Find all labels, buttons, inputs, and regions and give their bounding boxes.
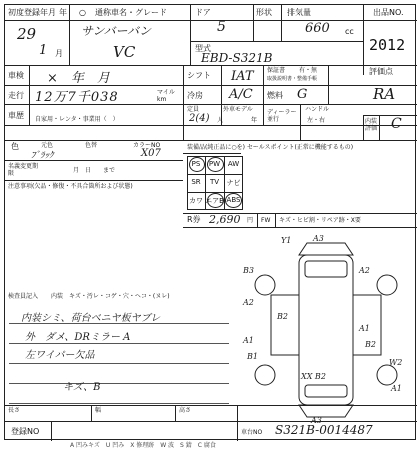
- equip-navi: ナビ: [226, 179, 241, 187]
- equip-ps: PS: [191, 160, 201, 168]
- chassis-no: S321B-0014487: [275, 423, 373, 437]
- rear-window: [305, 385, 347, 397]
- rule: [91, 405, 92, 421]
- rule: [253, 5, 254, 41]
- fuel: G: [297, 87, 308, 102]
- note-line-4: キズ、B: [63, 382, 101, 393]
- equip-airbag: エアB: [205, 197, 224, 205]
- rule: [51, 421, 52, 441]
- rule: [183, 153, 241, 154]
- color-value: ﾌﾞﾗｯｸ: [31, 151, 54, 161]
- rule: [328, 65, 329, 104]
- rule: [363, 115, 364, 141]
- rule: [5, 180, 183, 181]
- equip-pw: PW: [208, 160, 221, 168]
- score-label: 評価点: [369, 67, 393, 76]
- rule: [363, 5, 364, 75]
- mark: A3: [313, 235, 324, 243]
- rule: [257, 213, 258, 227]
- rule: [281, 5, 282, 41]
- equip-leather: カワ: [189, 197, 203, 205]
- mark: A3: [311, 416, 322, 425]
- inspection-label: 車検: [8, 71, 24, 80]
- rear-bumper: [299, 405, 353, 417]
- rule: [363, 115, 417, 116]
- year-unit: 年: [59, 8, 67, 17]
- interior-score: C: [391, 116, 402, 132]
- name-change-units: 月 日 まで: [73, 167, 116, 174]
- rule: [379, 115, 380, 141]
- recycle-label: R券: [187, 215, 201, 224]
- height-label: 高さ: [179, 407, 192, 414]
- equip-circle: [189, 157, 205, 172]
- mark: A1: [359, 324, 370, 333]
- rule: [5, 140, 417, 141]
- doors: 5: [217, 19, 226, 35]
- mark: A2: [243, 298, 254, 307]
- mileage-value: 12万7千038: [35, 90, 119, 105]
- history-label: 車歴: [8, 111, 24, 120]
- first-reg-month: 1: [39, 43, 48, 58]
- auction-sheet: [4, 4, 416, 440]
- rule: [237, 405, 238, 441]
- listing-no: 2012: [369, 36, 406, 54]
- front-bumper: [299, 243, 353, 255]
- model-label: 型式: [195, 44, 211, 53]
- first-reg-year: 29: [17, 25, 37, 43]
- capacity-unit: 人: [217, 117, 224, 124]
- month-unit: 月: [55, 49, 63, 58]
- rule: [190, 5, 191, 65]
- aircon: A/C: [229, 87, 253, 102]
- color-no-label: カラーNO: [133, 142, 161, 149]
- mileage-unit: マイル km: [157, 89, 175, 103]
- rule: [175, 405, 176, 421]
- first-reg-label: 初度登録年月: [8, 8, 56, 17]
- car-damage-diagram: [241, 235, 413, 425]
- rule: [5, 20, 417, 21]
- color-no: X07: [141, 148, 161, 159]
- rule: [183, 227, 417, 228]
- warranty-label: 保証書: [267, 67, 286, 74]
- rule: [9, 363, 229, 364]
- color-change-label: 色替: [85, 142, 98, 149]
- rule: [300, 104, 301, 140]
- rule: [5, 125, 417, 126]
- rule: [183, 65, 184, 140]
- rule: [221, 65, 222, 125]
- length-label: 長さ: [8, 407, 21, 414]
- warranty-value: 有・無: [299, 67, 318, 74]
- shape-label: 形状: [256, 8, 272, 17]
- cc-unit: cc: [345, 27, 354, 36]
- wheel-fr: [377, 275, 397, 295]
- mark: A2: [359, 266, 370, 275]
- shift: IAT: [231, 69, 254, 84]
- rule: [69, 5, 70, 65]
- registration-label: 登録NO: [11, 427, 40, 436]
- mark: W2: [389, 358, 403, 367]
- name-change-label: 名義変更期限: [8, 163, 39, 177]
- handle-label: ハンドル: [305, 106, 330, 113]
- car-name: サンバーバン: [81, 24, 151, 38]
- recycle-value: 2,690: [209, 213, 241, 226]
- wheel-rl: [255, 365, 275, 385]
- rule: [29, 65, 30, 125]
- equip-circle: [225, 193, 242, 208]
- rule: [275, 213, 276, 227]
- mark: B2: [277, 312, 288, 321]
- mark: XX B2: [301, 372, 326, 381]
- grade: VC: [113, 43, 136, 61]
- capacity-label: 定員: [187, 106, 200, 113]
- rule: [187, 174, 243, 175]
- rule: [9, 343, 229, 344]
- rule: [9, 383, 229, 384]
- note-line-1: 内装シミ、荷台ベニヤ板ヤブレ: [21, 313, 161, 324]
- wheel-fl: [255, 275, 275, 295]
- model: EBD-S321B: [201, 51, 273, 65]
- equip-circle: [207, 193, 224, 208]
- door-label: ドア: [195, 8, 211, 17]
- score: RA: [373, 85, 396, 103]
- listing-label: 出品NO.: [373, 8, 404, 17]
- rule: [9, 403, 229, 404]
- equipment-title: 装備品(純正品に○を): [187, 144, 245, 151]
- equip-abs: ABS: [226, 196, 241, 204]
- inspection-value: × 年 月: [47, 71, 110, 86]
- equip-circle: [207, 157, 224, 172]
- displacement-label: 排気量: [287, 8, 311, 17]
- rule: [5, 421, 417, 422]
- fuel-label: 燃料: [267, 91, 283, 100]
- equip-aw: AW: [227, 160, 240, 168]
- legend: A 凹みキズ U 凹み X 修理跡 W 波 S 錆 C 腐食: [70, 442, 216, 449]
- rule: [263, 65, 264, 125]
- mark: Y1: [281, 236, 292, 245]
- caution-label: 注意事項(欠品・修復・不具合箇所および状態): [8, 183, 133, 190]
- note-line-3: 左ワイパー欠品: [25, 350, 95, 361]
- manual-label: 取扱説明書・整備手帳: [267, 76, 318, 82]
- equip-sr: SR: [191, 178, 201, 186]
- sales-point-label: セールスポイント(正常に機能するもの): [247, 144, 354, 151]
- chassis-label: 車台NO: [241, 429, 263, 436]
- exterior-model-unit: 年: [251, 117, 258, 124]
- recycle-unit: 円: [247, 217, 254, 224]
- mileage-label: 走行: [8, 91, 24, 100]
- inspector-label: 検査員記入: [8, 293, 39, 300]
- displacement: 660: [305, 21, 330, 36]
- wheel-rr: [377, 365, 397, 385]
- handle-value: 左・右: [307, 117, 326, 124]
- rule: [190, 41, 363, 42]
- mark: B3: [243, 266, 254, 275]
- shift-label: シフト: [187, 71, 211, 80]
- interior-label: 内装評価: [365, 118, 378, 132]
- mark: A1: [391, 384, 402, 393]
- history-value: 自家用・レンタ・事業用（ ）: [35, 116, 119, 123]
- capacity: 2(4): [189, 113, 210, 124]
- mark: A1: [243, 336, 254, 345]
- fw-note: キズ・ヒビ割・リペア跡・X要: [279, 217, 361, 224]
- note-line-2: 外 ダメ、DRミラー A: [25, 332, 131, 343]
- rule: [5, 65, 417, 66]
- width-label: 幅: [95, 407, 102, 414]
- aircon-label: 冷房: [187, 91, 203, 100]
- fw-label: FW: [261, 217, 271, 224]
- car-name-label: 通称車名・グレード: [95, 8, 167, 17]
- equip-tv: TV: [209, 178, 220, 186]
- mark: B2: [365, 340, 376, 349]
- exterior-model-label: 外車モデル: [223, 106, 253, 113]
- circle-mark: ○: [79, 8, 86, 17]
- dealer-label: ディーラー並行: [267, 109, 297, 123]
- inspector-items: 内装 キズ・汚レ・コゲ・穴・ヘコ・(ヌレ): [51, 293, 170, 300]
- left-side: [271, 295, 299, 355]
- original-color-label: 元色: [41, 142, 54, 149]
- color-label: 色: [11, 142, 19, 151]
- windshield: [305, 261, 347, 277]
- rule: [5, 405, 417, 406]
- mark: B1: [247, 352, 258, 361]
